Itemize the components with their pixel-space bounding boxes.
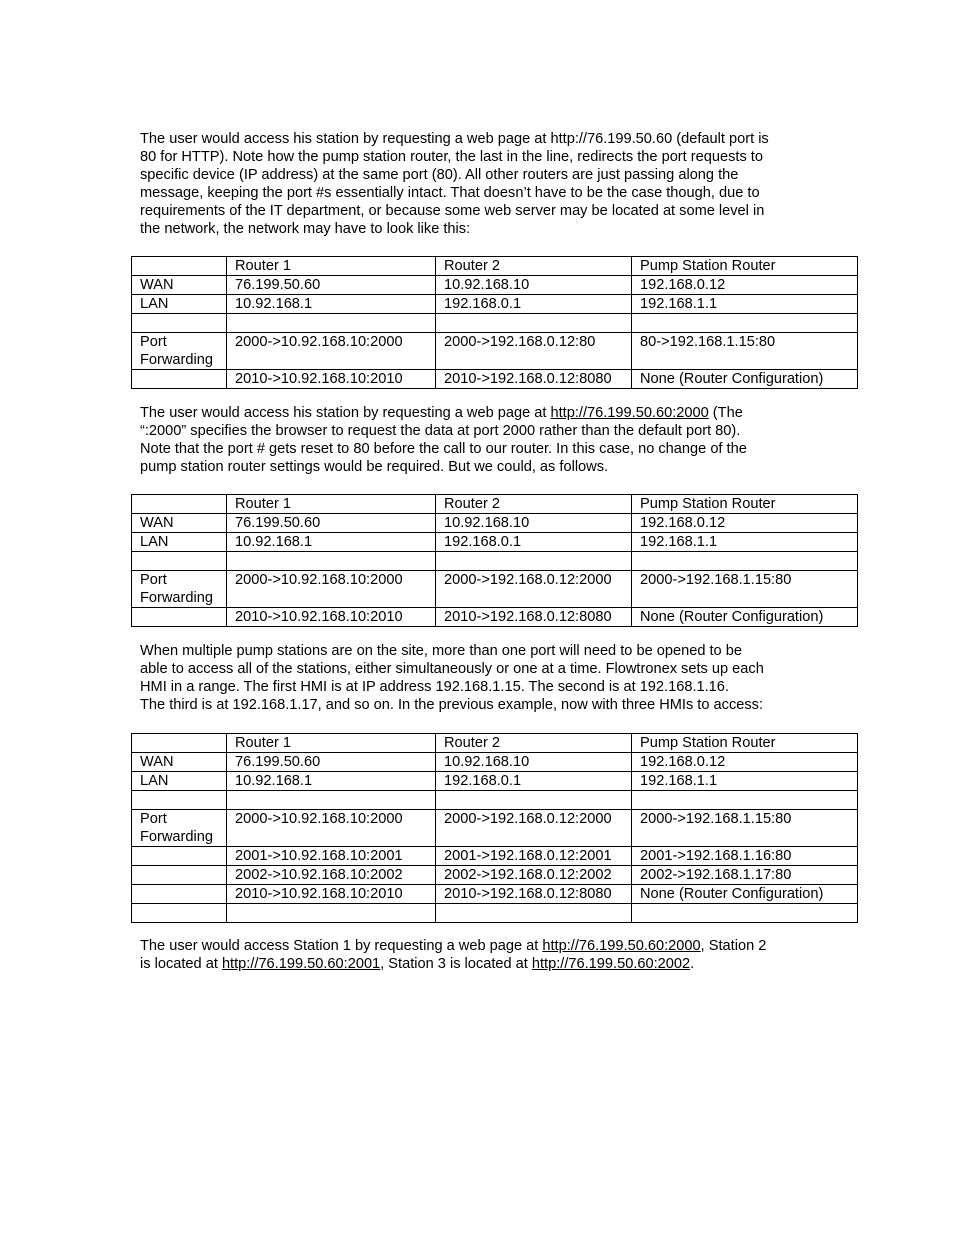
table-cell xyxy=(132,734,227,753)
table-row xyxy=(132,791,858,810)
table-cell: 2001->192.168.1.16:80 xyxy=(632,847,858,866)
table-cell: 76.199.50.60 xyxy=(227,753,436,772)
text-span: The user would access Station 1 by requesting a web page at xyxy=(140,938,543,954)
table-cell: 2010->10.92.168.10:2010 xyxy=(227,608,436,627)
table-cell: Router 2 xyxy=(436,734,632,753)
text-line: The third is at 192.168.1.17, and so on. In the previous example, now with three HMIs to access: xyxy=(140,697,764,713)
table-cell: 2010->192.168.0.12:8080 xyxy=(436,370,632,389)
table-row xyxy=(132,295,858,314)
text-line xyxy=(140,955,830,973)
table-cell xyxy=(132,608,227,627)
table-cell xyxy=(132,257,227,276)
table-cell: Port Forwarding xyxy=(132,571,227,608)
table-cell xyxy=(436,904,632,923)
text-line: “:2000” specifies the browser to request the data at port 2000 rather than the default port 80). xyxy=(140,423,741,439)
text-span: . xyxy=(690,956,695,972)
text-span: The user would access his station by requesting a web page at xyxy=(140,405,551,421)
table-row xyxy=(132,753,858,772)
table-cell: 10.92.168.10 xyxy=(436,514,632,533)
table-cell: 10.92.168.10 xyxy=(436,753,632,772)
table-row xyxy=(132,608,858,627)
station-3-link[interactable]: http://76.199.50.60:2002 xyxy=(531,956,691,972)
router-table-3 xyxy=(131,733,858,923)
text-line: HMI in a range. The first HMI is at IP address 192.168.1.15. The second is at 192.168.1.16. xyxy=(140,679,729,695)
table-cell: 76.199.50.60 xyxy=(227,276,436,295)
table-cell: 10.92.168.1 xyxy=(227,533,436,552)
text-line: message, keeping the port #s essentially intact. That doesn’t have to be the case though, due to xyxy=(140,185,760,201)
router-table-2 xyxy=(131,494,858,627)
table-cell: 2000->10.92.168.10:2000 xyxy=(227,571,436,608)
table-cell: 192.168.0.1 xyxy=(436,295,632,314)
table-cell: 10.92.168.1 xyxy=(227,772,436,791)
table-cell: 2001->10.92.168.10:2001 xyxy=(227,847,436,866)
table-cell xyxy=(132,885,227,904)
table-cell xyxy=(132,791,227,810)
table-row xyxy=(132,514,858,533)
text-line: Note that the port # gets reset to 80 before the call to our router. In this case, no change of the xyxy=(140,441,747,457)
table-cell xyxy=(132,552,227,571)
table-cell xyxy=(132,904,227,923)
table-row xyxy=(132,810,858,847)
table-row xyxy=(132,533,858,552)
table-cell: Pump Station Router xyxy=(632,257,858,276)
station-2-link[interactable]: http://76.199.50.60:2001 xyxy=(221,956,381,972)
table-cell: WAN xyxy=(132,514,227,533)
table-cell xyxy=(227,552,436,571)
station-link[interactable]: http://76.199.50.60:2000 xyxy=(550,405,709,421)
text-span: (The xyxy=(708,405,743,421)
table-cell xyxy=(436,552,632,571)
table-cell xyxy=(632,791,858,810)
text-line xyxy=(140,404,830,422)
table-cell: 2000->192.168.0.12:2000 xyxy=(436,571,632,608)
table-cell xyxy=(132,314,227,333)
port-explanation-paragraph xyxy=(140,404,830,476)
text-line: able to access all of the stations, either simultaneously or one at a time. Flowtronex sets up each xyxy=(140,661,764,677)
table-cell: 2001->192.168.0.12:2001 xyxy=(436,847,632,866)
station-links-paragraph xyxy=(140,937,830,973)
table-cell xyxy=(132,866,227,885)
table-cell xyxy=(132,847,227,866)
table-cell xyxy=(632,314,858,333)
table-cell: 192.168.0.12 xyxy=(632,276,858,295)
table-cell xyxy=(132,370,227,389)
table-cell: 192.168.0.1 xyxy=(436,533,632,552)
table-cell: 2000->192.168.0.12:2000 xyxy=(436,810,632,847)
table-cell: 2000->10.92.168.10:2000 xyxy=(227,333,436,370)
table-row xyxy=(132,552,858,571)
multiple-stations-paragraph xyxy=(140,642,830,714)
table-cell: 192.168.1.1 xyxy=(632,295,858,314)
table-cell xyxy=(132,495,227,514)
table-cell: 2010->10.92.168.10:2010 xyxy=(227,370,436,389)
table-cell: Pump Station Router xyxy=(632,495,858,514)
table-cell xyxy=(632,904,858,923)
table-cell: Router 1 xyxy=(227,734,436,753)
text-span: is located at xyxy=(140,956,222,972)
table-row xyxy=(132,314,858,333)
table-row xyxy=(132,370,858,389)
table-cell: 2010->10.92.168.10:2010 xyxy=(227,885,436,904)
table-cell: 2000->192.168.1.15:80 xyxy=(632,571,858,608)
table-cell: Pump Station Router xyxy=(632,734,858,753)
intro-paragraph xyxy=(140,130,830,238)
table-cell: 192.168.0.12 xyxy=(632,753,858,772)
table-row xyxy=(132,276,858,295)
table-cell: None (Router Configuration) xyxy=(632,608,858,627)
table-header-row xyxy=(132,495,858,514)
table-cell xyxy=(227,791,436,810)
table-cell: 192.168.0.12 xyxy=(632,514,858,533)
table-cell: WAN xyxy=(132,276,227,295)
table-row xyxy=(132,847,858,866)
table-cell xyxy=(436,314,632,333)
table-header-row xyxy=(132,257,858,276)
router-table-1 xyxy=(131,256,858,389)
table-cell xyxy=(632,552,858,571)
table-cell: 2010->192.168.0.12:8080 xyxy=(436,885,632,904)
table-header-row xyxy=(132,734,858,753)
table-cell: 80->192.168.1.15:80 xyxy=(632,333,858,370)
text-line xyxy=(140,937,830,955)
text-line: The user would access his station by requesting a web page at http://76.199.50.60 (default port is xyxy=(140,131,769,147)
table-cell xyxy=(227,904,436,923)
table-cell: 2002->192.168.0.12:2002 xyxy=(436,866,632,885)
table-cell: 2010->192.168.0.12:8080 xyxy=(436,608,632,627)
text-span: , Station 3 is located at xyxy=(380,956,532,972)
table-cell: 10.92.168.10 xyxy=(436,276,632,295)
table-cell: None (Router Configuration) xyxy=(632,885,858,904)
table-cell: 2002->192.168.1.17:80 xyxy=(632,866,858,885)
table-cell: Port Forwarding xyxy=(132,333,227,370)
table-cell: LAN xyxy=(132,772,227,791)
table-row xyxy=(132,904,858,923)
text-line: specific device (IP address) at the same port (80). All other routers are just passing along the xyxy=(140,167,739,183)
table-cell: 192.168.1.1 xyxy=(632,772,858,791)
table-row xyxy=(132,772,858,791)
table-cell: WAN xyxy=(132,753,227,772)
table-cell: 76.199.50.60 xyxy=(227,514,436,533)
table-cell: None (Router Configuration) xyxy=(632,370,858,389)
table-cell: LAN xyxy=(132,295,227,314)
text-line: When multiple pump stations are on the site, more than one port will need to be opened to be xyxy=(140,643,742,659)
table-row xyxy=(132,333,858,370)
station-1-link[interactable]: http://76.199.50.60:2000 xyxy=(542,938,701,954)
table-cell: 10.92.168.1 xyxy=(227,295,436,314)
table-cell: 2002->10.92.168.10:2002 xyxy=(227,866,436,885)
table-cell: 192.168.0.1 xyxy=(436,772,632,791)
table-cell: Port Forwarding xyxy=(132,810,227,847)
text-line: requirements of the IT department, or because some web server may be located at some level in xyxy=(140,203,765,219)
text-line: 80 for HTTP). Note how the pump station router, the last in the line, redirects the port requests to xyxy=(140,149,763,165)
text-line: pump station router settings would be required. But we could, as follows. xyxy=(140,459,609,475)
text-line: the network, the network may have to look like this: xyxy=(140,221,471,237)
table-cell: Router 2 xyxy=(436,257,632,276)
table-cell xyxy=(227,314,436,333)
text-span: , Station 2 xyxy=(700,938,767,954)
table-cell: 2000->192.168.0.12:80 xyxy=(436,333,632,370)
table-row xyxy=(132,885,858,904)
table-row xyxy=(132,866,858,885)
table-cell: LAN xyxy=(132,533,227,552)
table-cell: 2000->10.92.168.10:2000 xyxy=(227,810,436,847)
table-cell: Router 1 xyxy=(227,495,436,514)
table-cell: 2000->192.168.1.15:80 xyxy=(632,810,858,847)
table-cell xyxy=(436,791,632,810)
table-cell: Router 1 xyxy=(227,257,436,276)
table-cell: 192.168.1.1 xyxy=(632,533,858,552)
table-row xyxy=(132,571,858,608)
table-cell: Router 2 xyxy=(436,495,632,514)
